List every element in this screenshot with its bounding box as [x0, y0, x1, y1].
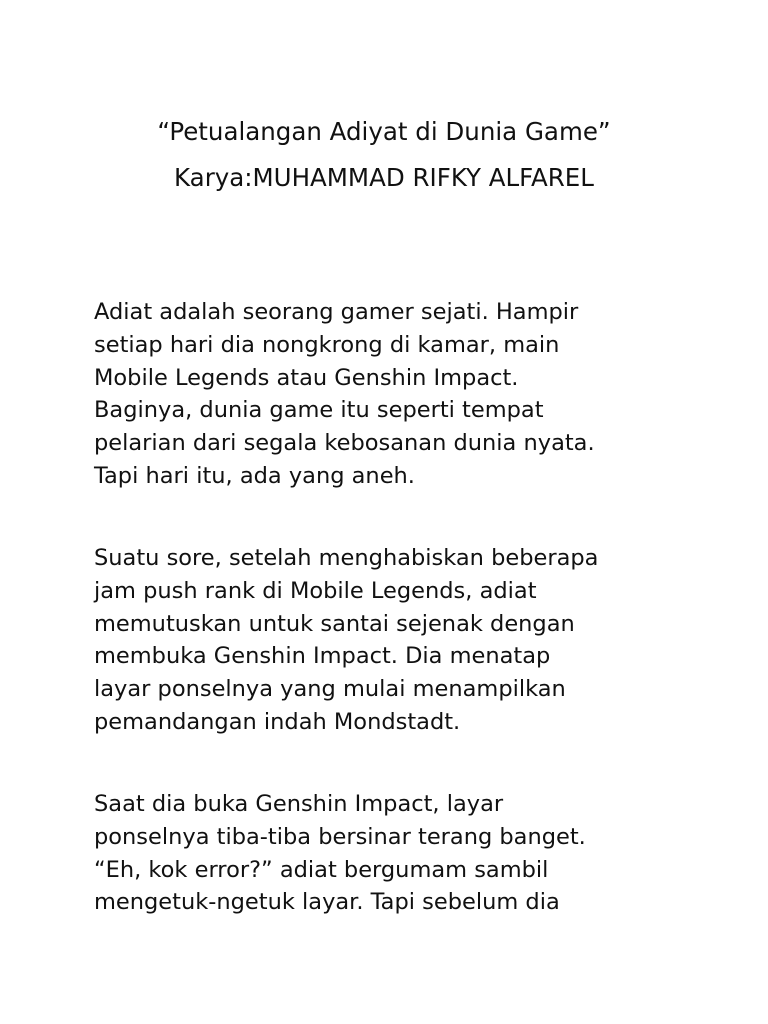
paragraph-line: jam push rank di Mobile Legends, adiat — [94, 577, 537, 604]
paragraph-line: ponselnya tiba-tiba bersinar terang banget. — [94, 823, 586, 850]
paragraph-line: pemandangan indah Mondstadt. — [94, 708, 461, 735]
paragraph-1 — [94, 296, 595, 493]
author-line: Karya:MUHAMMAD RIFKY ALFAREL — [174, 163, 594, 192]
paragraph-line: Saat dia buka Genshin Impact, layar — [94, 791, 504, 817]
paragraph-line: Adiat adalah seorang gamer sejati. Hampir — [94, 299, 579, 325]
paragraph-line: Suatu sore, setelah menghabiskan beberapa — [94, 545, 599, 571]
paragraph-line: “Eh, kok error?” adiat bergumam sambil — [94, 856, 549, 883]
paragraph-line: pelarian dari segala kebosanan dunia nyata. — [94, 430, 595, 457]
paragraph-line: layar ponselnya yang mulai menampilkan — [94, 676, 566, 703]
paragraph-line: Tapi hari itu, ada yang aneh. — [94, 462, 415, 489]
paragraph-line: setiap hari dia nongkrong di kamar, main — [94, 331, 560, 358]
paragraph-line: memutuskan untuk santai sejenak dengan — [94, 610, 575, 637]
paragraph-line: Mobile Legends atau Genshin Impact. — [94, 364, 519, 391]
story-title: “Petualangan Adiyat di Dunia Game” — [157, 117, 611, 146]
paragraph-line: Baginya, dunia game itu seperti tempat — [94, 397, 544, 424]
paragraph-line: mengetuk-ngetuk layar. Tapi sebelum dia — [94, 889, 560, 916]
paragraph-3 — [94, 788, 586, 919]
paragraph-line: membuka Genshin Impact. Dia menatap — [94, 643, 551, 670]
paragraph-2 — [94, 542, 598, 739]
